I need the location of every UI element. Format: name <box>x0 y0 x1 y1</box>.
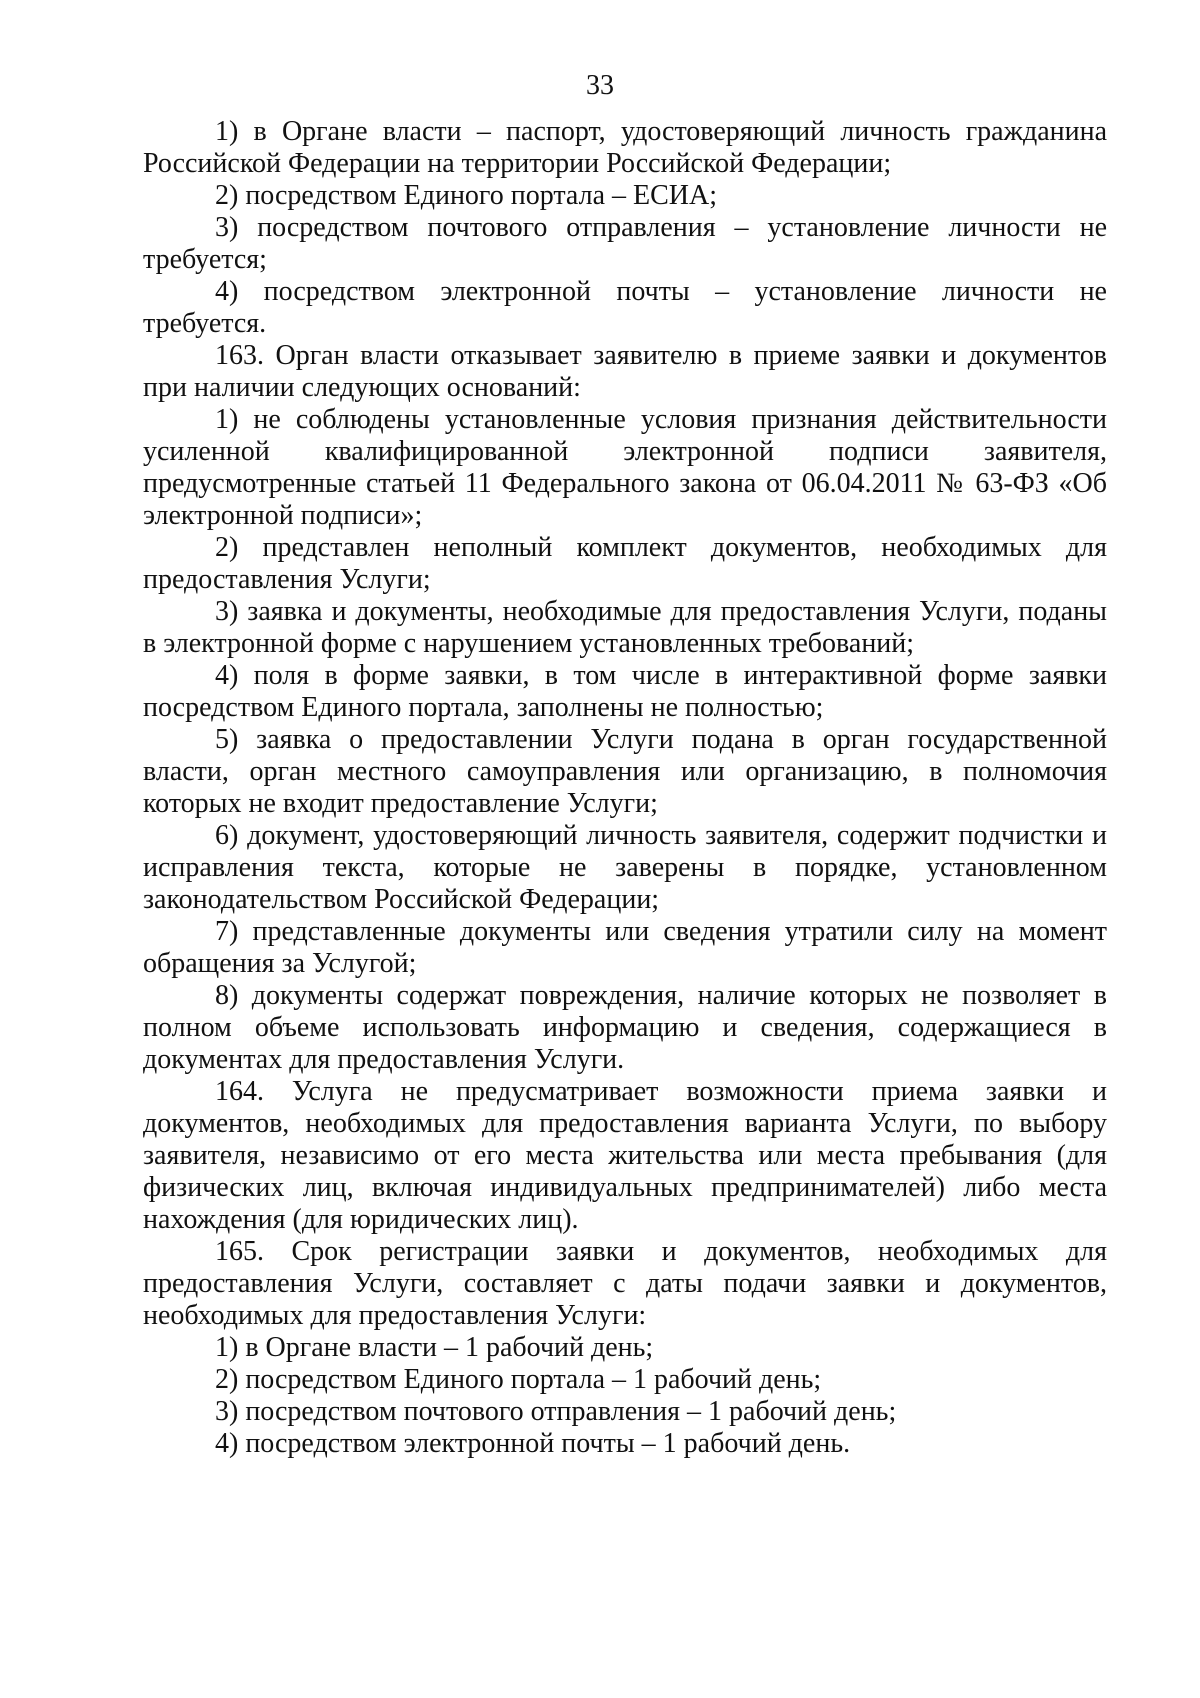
paragraph: 165. Срок регистрации заявки и документов, необходимых для предоставления Услуги, составляет с даты подачи заявки и документов, необходимых для предоставления Услуги: <box>143 1236 1107 1331</box>
paragraph: 3) посредством почтового отправления – установление личности не требуется; <box>143 212 1107 275</box>
paragraph: 4) посредством электронной почты – установление личности не требуется. <box>143 276 1107 339</box>
paragraph: 2) посредством Единого портала – ЕСИА; <box>215 180 717 211</box>
paragraph: 1) не соблюдены установленные условия признания действительности усиленной квалифицированной электронной подписи заявителя, предусмотренные статьей 11 Федерального закона от 06.04.2011 № 63-ФЗ «Об электронной подписи»; <box>143 404 1107 531</box>
paragraph: 4) посредством электронной почты – 1 рабочий день. <box>215 1428 851 1459</box>
paragraph: 1) в Органе власти – 1 рабочий день; <box>215 1332 654 1363</box>
paragraph: 4) поля в форме заявки, в том числе в интерактивной форме заявки посредством Единого портала, заполнены не полностью; <box>143 660 1107 723</box>
paragraph: 2) посредством Единого портала – 1 рабочий день; <box>215 1364 822 1395</box>
page-number: 33 <box>586 70 614 101</box>
paragraph: 3) посредством почтового отправления – 1 рабочий день; <box>215 1396 897 1427</box>
paragraph: 2) представлен неполный комплект документов, необходимых для предоставления Услуги; <box>143 532 1107 595</box>
paragraph: 5) заявка о предоставлении Услуги подана в орган государственной власти, орган местного самоуправления или организацию, в полномочия которых не входит предоставление Услуги; <box>143 724 1107 819</box>
paragraph: 3) заявка и документы, необходимые для предоставления Услуги, поданы в электронной форме с нарушением установленных требований; <box>143 596 1107 659</box>
paragraph: 164. Услуга не предусматривает возможности приема заявки и документов, необходимых для предоставления варианта Услуги, по выбору заявителя, независимо от его места жительства или места пребывания (для физических лиц, включая индивидуальных предпринимателей) либо места нахождения (для юридических лиц). <box>143 1076 1107 1235</box>
document-body <box>143 116 1107 1460</box>
paragraph: 1) в Органе власти – паспорт, удостоверяющий личность гражданина Российской Федерации на территории Российской Федерации; <box>143 116 1107 179</box>
paragraph: 163. Орган власти отказывает заявителю в приеме заявки и документов при наличии следующих оснований: <box>143 340 1107 403</box>
paragraph: 6) документ, удостоверяющий личность заявителя, содержит подчистки и исправления текста, которые не заверены в порядке, установленном законодательством Российской Федерации; <box>143 820 1107 915</box>
paragraph: 7) представленные документы или сведения утратили силу на момент обращения за Услугой; <box>143 916 1107 979</box>
paragraph: 8) документы содержат повреждения, наличие которых не позволяет в полном объеме использовать информацию и сведения, содержащиеся в документах для предоставления Услуги. <box>143 980 1107 1075</box>
